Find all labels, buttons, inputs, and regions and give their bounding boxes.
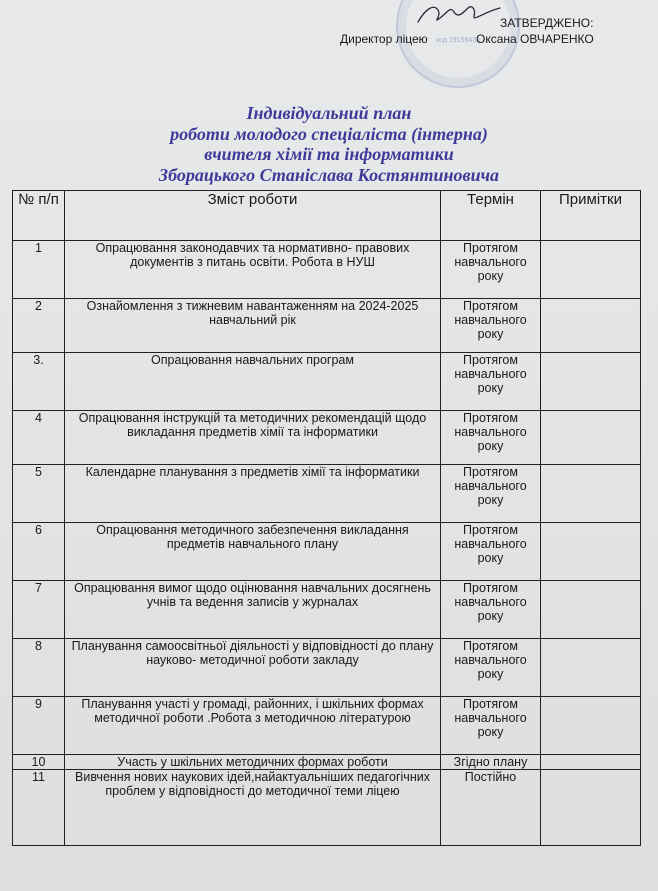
row-term: Протягом навчального року	[441, 299, 541, 353]
row-number: 7	[13, 581, 65, 639]
row-number: 10	[13, 755, 65, 770]
title-line: вчителя хімії та інформатики	[204, 144, 454, 164]
row-work: Календарне планування з предметів хімії та інформатики	[65, 465, 441, 523]
row-work: Планування самоосвітньої діяльності у відповідності до плану науково- методичної роботи закладу	[65, 639, 441, 697]
table-row	[13, 523, 641, 581]
row-term: Протягом навчального року	[441, 523, 541, 581]
document-title	[0, 103, 658, 185]
row-number: 8	[13, 639, 65, 697]
row-notes	[541, 755, 641, 770]
table-row	[13, 353, 641, 411]
row-number: 2	[13, 299, 65, 353]
table-row	[13, 755, 641, 770]
table-row	[13, 770, 641, 846]
row-number: 4	[13, 411, 65, 465]
title-line: Зборацького Станіслава Костянтиновича	[158, 164, 500, 185]
table-row	[13, 411, 641, 465]
row-notes	[541, 353, 641, 411]
header-notes: Примітки	[541, 191, 641, 241]
table-row	[13, 697, 641, 755]
title-line: Індивідуальний план	[246, 103, 412, 123]
director-name: Оксана ОВЧАРЕНКО	[476, 32, 594, 46]
title-line: роботи молодого спеціаліста (інтерна)	[170, 123, 488, 144]
row-work: Опрацювання вимог щодо оцінювання навчальних досягнень учнів та ведення записів у журналах	[65, 581, 441, 639]
row-number: 6	[13, 523, 65, 581]
row-term: Протягом навчального року	[441, 411, 541, 465]
table-row	[13, 241, 641, 299]
row-work: Ознайомлення з тижневим навантаженням на 2024-2025 навчальний рік	[65, 299, 441, 353]
row-term: Протягом навчального року	[441, 465, 541, 523]
row-notes	[541, 581, 641, 639]
table-row	[13, 581, 641, 639]
row-number: 5	[13, 465, 65, 523]
table-row	[13, 639, 641, 697]
director-position: Директор ліцею	[340, 32, 428, 46]
row-notes	[541, 770, 641, 846]
header-work: Зміст роботи	[65, 191, 441, 241]
director-signature	[414, 0, 504, 30]
row-notes	[541, 411, 641, 465]
row-term: Протягом навчального року	[441, 639, 541, 697]
row-work: Опрацювання методичного забезпечення викладання предметів навчального плану	[65, 523, 441, 581]
row-work: Планування участі у громаді, районних, і шкільних формах методичної роботи .Робота з методичною літературою	[65, 697, 441, 755]
row-notes	[541, 523, 641, 581]
row-number: 11	[13, 770, 65, 846]
row-work: Опрацювання інструкцій та методичних рекомендацій щодо викладання предметів хімії та інформатики	[65, 411, 441, 465]
row-term: Згідно плану	[441, 755, 541, 770]
row-term: Протягом навчального року	[441, 241, 541, 299]
row-notes	[541, 299, 641, 353]
row-number: 9	[13, 697, 65, 755]
row-notes	[541, 639, 641, 697]
table-row	[13, 465, 641, 523]
row-work: Опрацювання законодавчих та нормативно- правових документів з питань освіти. Робота в НУШ	[65, 241, 441, 299]
table-header-row	[13, 191, 641, 241]
row-term: Протягом навчального року	[441, 581, 541, 639]
row-notes	[541, 697, 641, 755]
row-notes	[541, 241, 641, 299]
header-number: № п/п	[13, 191, 65, 241]
row-notes	[541, 465, 641, 523]
header-term: Термін	[441, 191, 541, 241]
row-term: Постійно	[441, 770, 541, 846]
plan-table	[12, 190, 641, 846]
row-term: Протягом навчального року	[441, 353, 541, 411]
row-number: 3.	[13, 353, 65, 411]
row-term: Протягом навчального року	[441, 697, 541, 755]
stamp-code: код 19156433	[435, 37, 481, 44]
row-work: Вивчення нових наукових ідей,найактуальніших педагогічних проблем у відповідності до методичної теми ліцею	[65, 770, 441, 846]
approved-label: ЗАТВЕРДЖЕНО:	[500, 16, 594, 30]
row-number: 1	[13, 241, 65, 299]
row-work: Участь у шкільних методичних формах роботи	[65, 755, 441, 770]
row-work: Опрацювання навчальних програм	[65, 353, 441, 411]
table-row	[13, 299, 641, 353]
